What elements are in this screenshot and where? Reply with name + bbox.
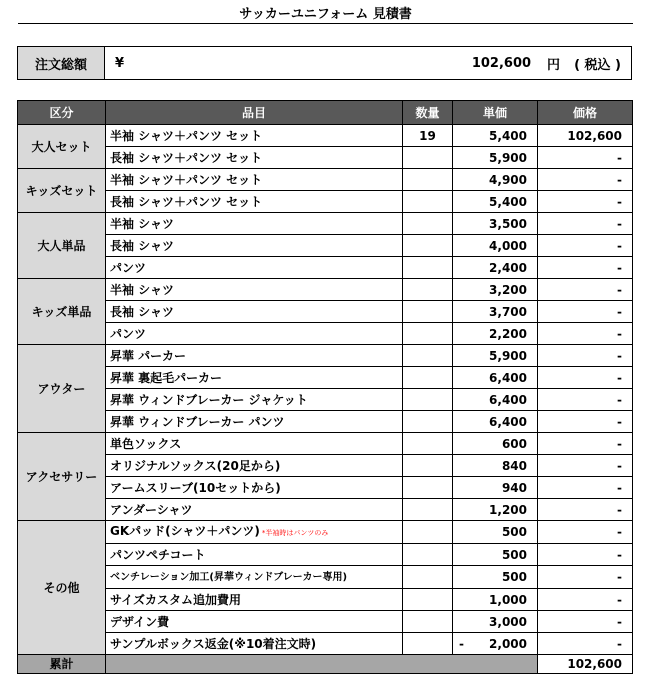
line-amount-cell: - (538, 323, 633, 345)
table-row (18, 147, 633, 169)
item-name-cell (106, 367, 403, 389)
table-row (18, 213, 633, 235)
unit-price: 500 (501, 547, 527, 562)
unit-price-cell (453, 633, 538, 655)
line-amount-cell: - (538, 433, 633, 455)
item-name-cell (106, 499, 403, 521)
unit-price: 6,400 (489, 370, 527, 385)
unit-price-cell (453, 235, 538, 257)
quantity-cell[interactable] (403, 235, 453, 257)
title-underline (18, 23, 633, 24)
line-amount-cell: - (538, 235, 633, 257)
quantity-cell[interactable] (403, 477, 453, 499)
item-name-cell (106, 544, 403, 566)
item-name: 長袖 シャツ＋パンツ セット (110, 150, 263, 165)
unit-price: 1,000 (489, 592, 527, 607)
unit-price: 2,200 (489, 326, 527, 341)
table-row (18, 389, 633, 411)
unit-price-cell (453, 125, 538, 147)
unit-price: 5,400 (489, 194, 527, 209)
unit-price-cell (453, 279, 538, 301)
table-row (18, 611, 633, 633)
quantity-cell[interactable] (403, 147, 453, 169)
item-name: パンツ (110, 260, 147, 275)
quantity-cell[interactable] (403, 323, 453, 345)
unit-price: 600 (501, 436, 527, 451)
item-name: サンプルボックス返金(※10着注文時) (110, 636, 317, 651)
item-name-cell (106, 566, 403, 589)
summary-label: 累計 (18, 655, 106, 674)
unit-price-cell (453, 499, 538, 521)
quantity-cell[interactable] (403, 411, 453, 433)
item-name-cell (106, 521, 403, 544)
item-name: サイズカスタム追加費用 (110, 592, 242, 607)
order-total-amount-cell (145, 47, 631, 79)
unit-price: 1,200 (489, 502, 527, 517)
currency-symbol: ¥ (115, 55, 125, 71)
table-row (18, 589, 633, 611)
category-label: キッズセット (18, 169, 106, 213)
table-row (18, 433, 633, 455)
unit-price-cell (453, 169, 538, 191)
item-name-cell (106, 455, 403, 477)
estimate-table (17, 100, 633, 674)
unit-price-cell (453, 257, 538, 279)
table-row (18, 191, 633, 213)
unit-price-cell (453, 213, 538, 235)
line-amount-cell: - (538, 191, 633, 213)
item-name-cell (106, 411, 403, 433)
category-label: キッズ単品 (18, 279, 106, 345)
item-name: パンツ (110, 326, 147, 341)
unit-price-cell (453, 477, 538, 499)
item-name: アームスリーブ(10セットから) (110, 480, 281, 495)
estimate-table-body (18, 125, 633, 655)
quantity-cell[interactable] (403, 521, 453, 544)
table-row (18, 633, 633, 655)
item-name-cell (106, 477, 403, 499)
table-row (18, 125, 633, 147)
quantity-cell[interactable] (403, 213, 453, 235)
item-name: パンツペチコート (110, 547, 206, 562)
unit-price-cell (453, 411, 538, 433)
unit-price: 3,500 (489, 216, 527, 231)
item-name-cell (106, 633, 403, 655)
item-name: 長袖 シャツ (110, 304, 174, 319)
table-row (18, 367, 633, 389)
line-amount-cell: - (538, 499, 633, 521)
item-name-cell (106, 235, 403, 257)
item-name-cell (106, 389, 403, 411)
line-amount-cell: - (538, 589, 633, 611)
line-amount-cell: - (538, 147, 633, 169)
header-unit-price: 単価 (453, 101, 538, 125)
unit-price-cell (453, 544, 538, 566)
summary-row (18, 655, 633, 674)
table-row (18, 477, 633, 499)
table-row (18, 544, 633, 566)
quantity-cell[interactable] (403, 566, 453, 589)
line-amount-cell: - (538, 301, 633, 323)
page-title: サッカーユニフォーム 見積書 (239, 7, 412, 22)
table-row (18, 499, 633, 521)
quantity-cell[interactable] (403, 389, 453, 411)
line-amount-cell: - (538, 455, 633, 477)
tax-included-label: ( 税込 ) (574, 57, 621, 73)
unit-price: 5,400 (489, 128, 527, 143)
item-name: デザイン費 (110, 614, 170, 629)
unit-price-cell (453, 566, 538, 589)
unit-price-cell (453, 389, 538, 411)
table-row (18, 257, 633, 279)
quantity-cell[interactable] (403, 433, 453, 455)
order-total-box (17, 46, 632, 80)
item-name-cell (106, 213, 403, 235)
unit-price: 2,000 (489, 636, 527, 651)
order-total-amount: 102,600 (471, 55, 532, 71)
quantity-cell[interactable] (403, 345, 453, 367)
item-name: 長袖 シャツ (110, 238, 174, 253)
quantity-cell[interactable] (403, 633, 453, 655)
unit-price-cell (453, 589, 538, 611)
item-name-cell (106, 125, 403, 147)
line-amount-cell: - (538, 345, 633, 367)
item-name: GKパッド(シャツ＋パンツ) (110, 524, 260, 538)
unit-price-cell (453, 521, 538, 544)
order-total-label: 注文総額 (18, 47, 105, 79)
line-amount-cell: - (538, 367, 633, 389)
line-amount-cell: - (538, 633, 633, 655)
quantity-cell[interactable] (403, 191, 453, 213)
item-name-cell (106, 279, 403, 301)
header-amount: 価格 (538, 101, 633, 125)
header-category: 区分 (18, 101, 106, 125)
unit-price: 6,400 (489, 414, 527, 429)
quantity-cell[interactable] (403, 257, 453, 279)
unit-price-cell (453, 345, 538, 367)
unit-price-cell (453, 301, 538, 323)
item-name: オリジナルソックス(20足から) (110, 458, 281, 473)
table-row (18, 169, 633, 191)
table-row (18, 566, 633, 589)
item-name: 長袖 シャツ＋パンツ セット (110, 194, 263, 209)
item-name: 単色ソックス (110, 436, 182, 451)
unit-price: 2,400 (489, 260, 527, 275)
category-label: アクセサリー (18, 433, 106, 521)
unit-price: 500 (501, 525, 527, 539)
unit-price-cell (453, 367, 538, 389)
category-label: アウター (18, 345, 106, 433)
category-label: 大人セット (18, 125, 106, 169)
header-qty: 数量 (403, 101, 453, 125)
item-name: ベンチレーション加工(昇華ウィンドブレーカー専用) (110, 572, 348, 583)
item-name: 昇華 ウィンドブレーカー ジャケット (110, 392, 308, 407)
item-name: 昇華 裏起毛パーカー (110, 370, 222, 385)
unit-price: 6,400 (489, 392, 527, 407)
quantity-cell[interactable] (403, 544, 453, 566)
quantity-cell[interactable] (403, 169, 453, 191)
header-item: 品目 (106, 101, 403, 125)
quantity-cell[interactable]: 19 (403, 125, 453, 147)
category-label: 大人単品 (18, 213, 106, 279)
item-name: 半袖 シャツ (110, 216, 174, 231)
unit-price: 940 (501, 480, 527, 495)
quantity-cell[interactable] (403, 611, 453, 633)
line-amount-cell: - (538, 213, 633, 235)
order-total-unit: 円 (547, 57, 561, 73)
summary-spacer (106, 655, 538, 674)
quantity-cell[interactable] (403, 301, 453, 323)
item-name: 昇華 ウィンドブレーカー パンツ (110, 414, 285, 429)
unit-price: 3,000 (489, 614, 527, 629)
item-name-cell (106, 191, 403, 213)
unit-price: 4,900 (489, 172, 527, 187)
unit-price-cell (453, 323, 538, 345)
table-row (18, 411, 633, 433)
quantity-cell[interactable] (403, 589, 453, 611)
item-note: *半袖時はパンツのみ (261, 529, 329, 537)
table-row (18, 235, 633, 257)
unit-price: 4,000 (489, 238, 527, 253)
quantity-cell[interactable] (403, 455, 453, 477)
minus-sign: - (459, 636, 464, 651)
line-amount-cell: - (538, 544, 633, 566)
unit-price-cell (453, 433, 538, 455)
item-name-cell (106, 433, 403, 455)
line-amount-cell: 102,600 (538, 125, 633, 147)
unit-price: 3,700 (489, 304, 527, 319)
item-name-cell (106, 323, 403, 345)
table-row (18, 455, 633, 477)
summary-amount: 102,600 (538, 655, 633, 674)
quantity-cell[interactable] (403, 367, 453, 389)
item-name-cell (106, 301, 403, 323)
item-name-cell (106, 257, 403, 279)
item-name: 半袖 シャツ (110, 282, 174, 297)
category-label: その他 (18, 521, 106, 655)
line-amount-cell: - (538, 566, 633, 589)
unit-price-cell (453, 455, 538, 477)
item-name: 昇華 パーカー (110, 348, 186, 363)
table-header-row (18, 101, 633, 125)
table-row (18, 323, 633, 345)
line-amount-cell: - (538, 279, 633, 301)
table-row (18, 301, 633, 323)
table-row (18, 521, 633, 544)
unit-price-cell (453, 147, 538, 169)
line-amount-cell: - (538, 611, 633, 633)
unit-price-cell (453, 191, 538, 213)
unit-price: 5,900 (489, 348, 527, 363)
line-amount-cell: - (538, 411, 633, 433)
table-row (18, 345, 633, 367)
line-amount-cell: - (538, 389, 633, 411)
item-name: アンダーシャツ (110, 502, 193, 517)
item-name-cell (106, 169, 403, 191)
quantity-cell[interactable] (403, 499, 453, 521)
line-amount-cell: - (538, 257, 633, 279)
unit-price: 5,900 (489, 150, 527, 165)
item-name: 半袖 シャツ＋パンツ セット (110, 128, 263, 143)
quantity-cell[interactable] (403, 279, 453, 301)
line-amount-cell: - (538, 169, 633, 191)
item-name-cell (106, 147, 403, 169)
line-amount-cell: - (538, 477, 633, 499)
table-row (18, 279, 633, 301)
unit-price-cell (453, 611, 538, 633)
item-name-cell (106, 589, 403, 611)
line-amount-cell: - (538, 521, 633, 544)
unit-price: 3,200 (489, 282, 527, 297)
unit-price: 840 (501, 458, 527, 473)
item-name-cell (106, 611, 403, 633)
item-name-cell (106, 345, 403, 367)
unit-price: 500 (501, 570, 527, 584)
item-name: 半袖 シャツ＋パンツ セット (110, 172, 263, 187)
